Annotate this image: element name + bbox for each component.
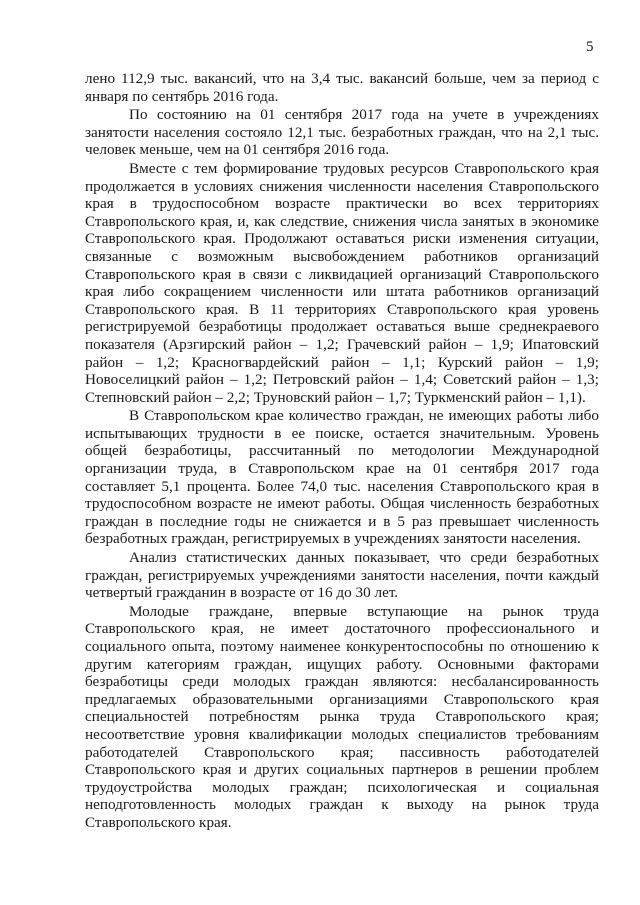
- paragraph-general-unemployment: В Ставропольском крае количество граждан, не имеющих работы либо испытывающих трудности в ее поиске, остается значительным. Уровень общей безработицы, рассчитанный по методологии Международной организации труда, в Ставропольском крае на 01 сентября 2017 года составляет 5,1 процента. Более 74,0 тыс. населения Ставропольского края в трудоспособном возрасте не имеют работы. Общая численность безработных граждан в последние годы не снижается и в 5 раз превышает численность безработных граждан, регистрируемых в учреждениях занятости населения.: [85, 407, 599, 548]
- document-body: [85, 70, 599, 832]
- paragraph-vacancies: лено 112,9 тыс. вакансий, что на 3,4 тыс. вакансий больше, чем за период с января по сентябрь 2016 года.: [85, 70, 599, 105]
- paragraph-statistics-analysis: Анализ статистических данных показывает, что среди безработных граждан, регистрируемых учреждениями занятости населения, почти каждый четвертый гражданин в возрасте от 16 до 30 лет.: [85, 549, 599, 602]
- page-number: 5: [586, 39, 594, 55]
- paragraph-youth-factors: Молодые граждане, впервые вступающие на рынок труда Ставропольского края, не имеет достаточного профессионального и социального опыта, поэтому наименее конкурентоспособны по отношению к другим категориям граждан, ищущих работу. Основными факторами безработицы среди молодых граждан являются: несбалансированность предлагаемых образовательными организациями Ставропольского края специальностей потребностям рынка труда Ставропольского края; несоответствие уровня квалификации молодых специалистов требованиям работодателей Ставропольского края; пассивность работодателей Ставропольского края и других социальных партнеров в решении проблем трудоустройства молодых граждан; психологическая и социальная неподготовленность молодых граждан к выходу на рынок труда Ставропольского края.: [85, 602, 599, 831]
- paragraph-labor-resources: Вместе с тем формирование трудовых ресурсов Ставропольского края продолжается в условиях снижения численности населения Ставропольского края в трудоспособном возрасте практически во всех территориях Ставропольского края, и, как следствие, снижения числа занятых в экономике Ставропольского края. Продолжают оставаться риски изменения ситуации, связанные с возможным высвобождением работников организаций Ставропольского края в связи с ликвидацией организаций Ставропольского края либо сокращением численности или штата работников организаций Ставропольского края. В 11 территориях Ставропольского края уровень регистрируемой безработицы продолжает оставаться выше среднекраевого показателя (Арзгирский район – 1,2; Грачевский район – 1,9; Ипатовский район – 1,2; Красногвардейский район – 1,1; Курский район – 1,9; Новоселицкий район – 1,2; Петровский район – 1,4; Советский район – 1,3; Степновский район – 2,2; Труновский район – 1,7; Туркменский район – 1,1).: [85, 159, 599, 406]
- paragraph-registered-unemployed: По состоянию на 01 сентября 2017 года на учете в учреждениях занятости населения состояло 12,1 тыс. безработных граждан, что на 2,1 тыс. человек меньше, чем на 01 сентября 2016 года.: [85, 106, 599, 159]
